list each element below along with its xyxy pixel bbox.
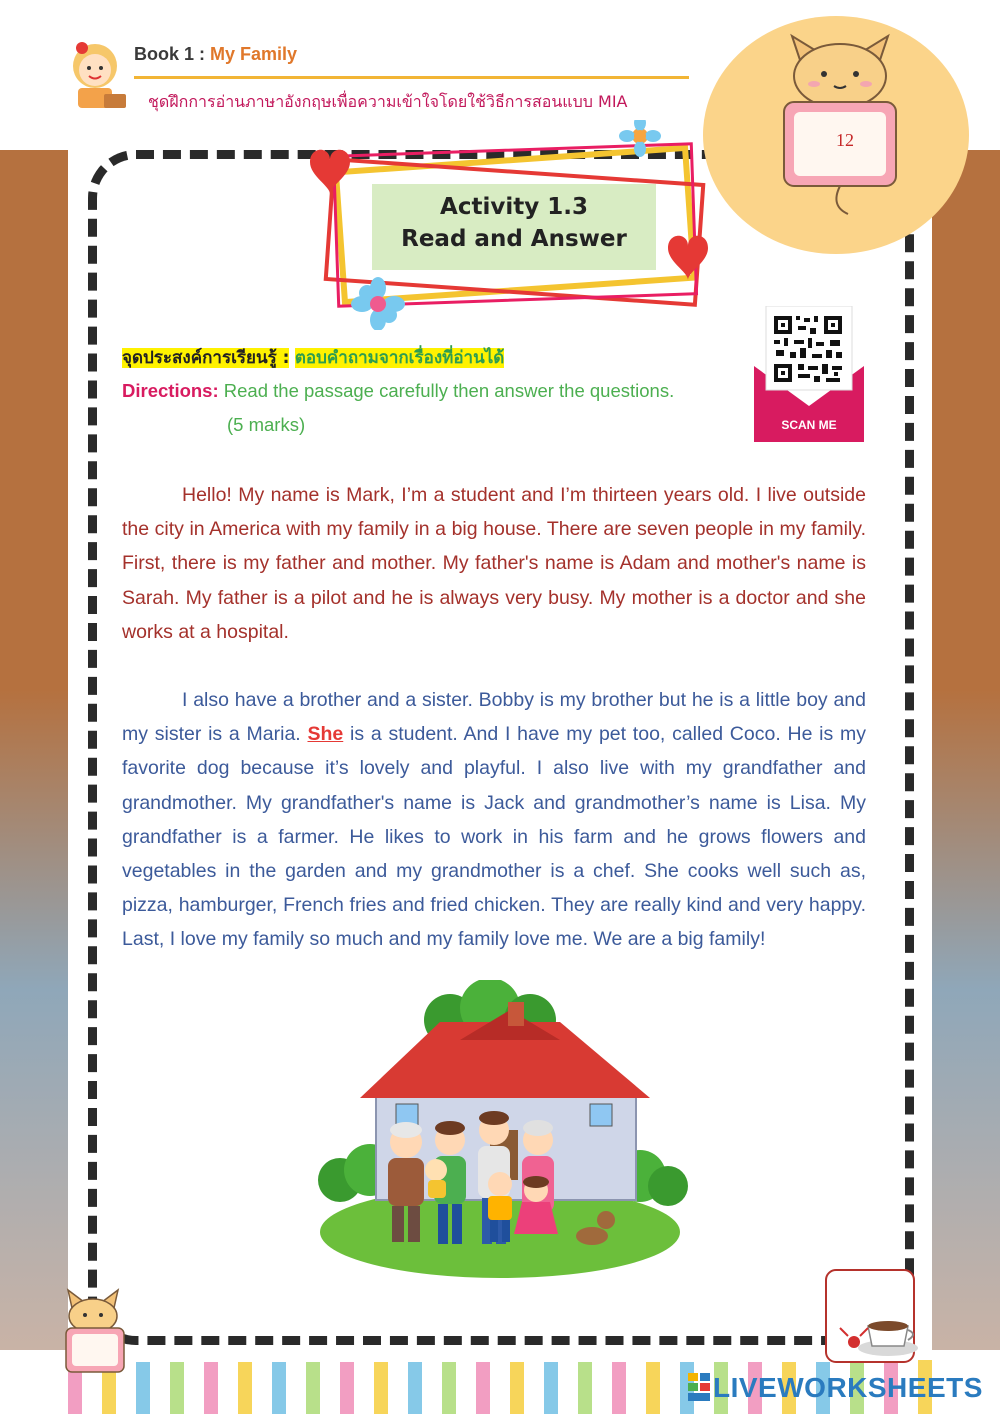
cat-holding-sign-icon xyxy=(770,30,910,220)
coffee-cup-icon xyxy=(818,1262,928,1372)
liveworksheets-logo-icon xyxy=(688,1373,710,1401)
book-title xyxy=(134,44,297,65)
thai-subtitle: ชุดฝึกการอ่านภาษาอังกฤษเพื่อความเข้าใจโดยใช้วิธีการสอนแบบ MIA xyxy=(148,92,628,111)
watermark-text: LIVEWORKSHEETS xyxy=(713,1372,983,1403)
directions-label: Directions: xyxy=(122,380,219,401)
activity-number: Activity 1.3 xyxy=(440,194,588,220)
objective-label: จุดประสงค์การเรียนรู้ : xyxy=(122,348,290,368)
left-side-band xyxy=(0,150,68,1350)
objective-text: ตอบคำถามจากเรื่องที่อ่านได้ xyxy=(294,348,505,368)
family-house-illustration xyxy=(300,980,700,1280)
activity-title-box xyxy=(372,184,656,270)
liveworksheets-watermark[interactable] xyxy=(688,1372,983,1404)
passage-paragraph-2 xyxy=(122,683,866,957)
paragraph-2-start: I also have a brother and a sister. Bobby is my brother but he is a little boy and my sister is a Maria. xyxy=(122,689,866,746)
paragraph-2-rest: is a student. And I have my pet too, called Coco. He is my favorite dog because it’s lovely and playful. I also live with my grandfather and grandmother. My grandfather's name is Jack and grandmother’s name is Lisa. My grandfather is a farmer. He likes to work in his farm and he grows flowers and vegetables in the garden and my grandmother is a chef. She cooks well such as, pizza, hamburger, French fries and fried chicken. They are really kind and very happy. Last, I love my family so much and my family love me. We are a big family! xyxy=(122,723,867,951)
scan-me-label: SCAN ME xyxy=(781,418,837,432)
girl-mascot-icon xyxy=(58,36,132,114)
marks-note: (5 marks) xyxy=(227,414,306,435)
cat-corner-decoration-icon xyxy=(58,1288,138,1388)
passage-paragraph-1: Hello! My name is Mark, I’m a student and I’m thirteen years old. I live outside the city in America with my family in a big house. There are seven people in my family. First, there is my father and mother. My father's name is Adam and mother's name is Sarah. My father is a pilot and he is always very busy. My mother is a doctor and she works at a hospital. xyxy=(122,484,866,643)
book-label: Book 1 : xyxy=(134,44,206,64)
learning-objective xyxy=(122,344,504,371)
directions-text: Read the passage carefully then answer the questions. xyxy=(223,380,675,401)
page-number: 12 xyxy=(836,130,854,150)
activity-name: Read and Answer xyxy=(401,226,627,252)
directions xyxy=(122,380,674,402)
right-side-band xyxy=(932,150,1000,1350)
highlighted-word-she: She xyxy=(307,723,344,746)
header-divider xyxy=(134,76,689,79)
book-name: My Family xyxy=(210,44,298,64)
